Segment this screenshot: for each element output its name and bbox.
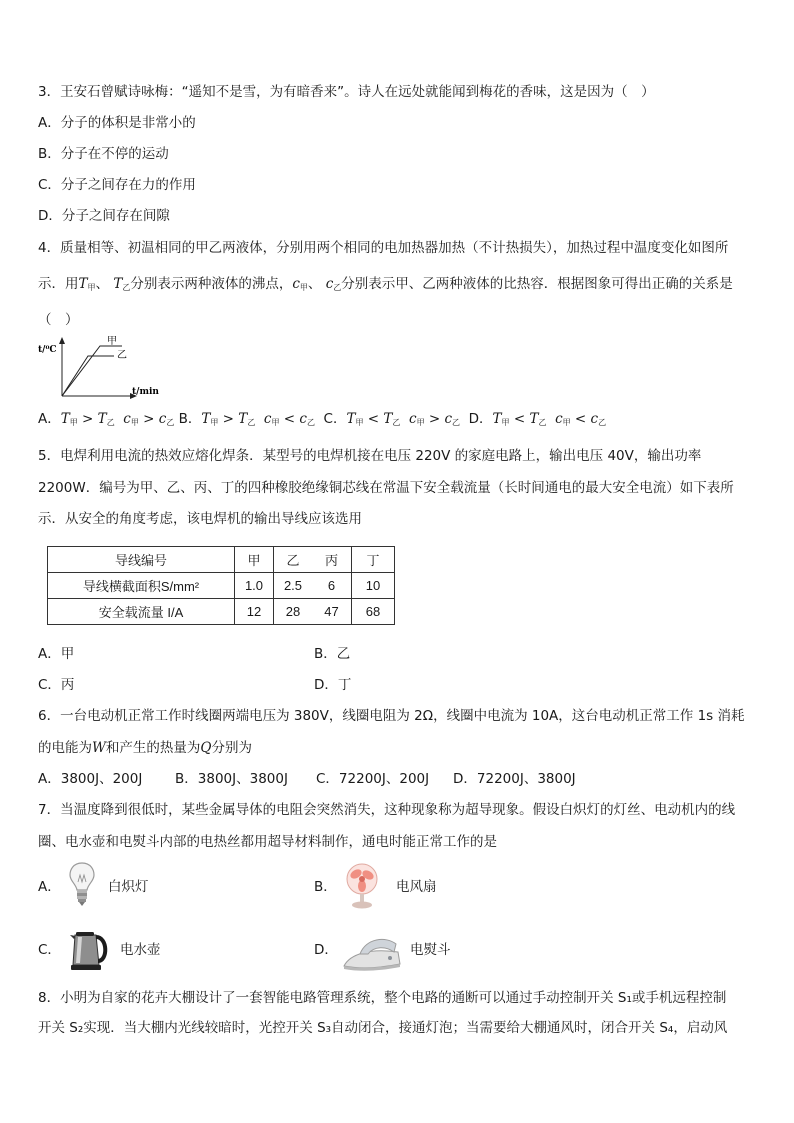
graph-ylabel: t/⁰C bbox=[38, 345, 57, 355]
table-header-row bbox=[48, 547, 395, 573]
table-row bbox=[48, 573, 395, 599]
q3-option-c: C．分子之间存在力的作用 bbox=[38, 177, 196, 193]
q7-option-c-letter: C． bbox=[38, 942, 61, 958]
table-header-cell: 导线编号 bbox=[48, 547, 235, 573]
table-cell: 安全载流量 I/A bbox=[48, 599, 235, 625]
q3-stem: 3．王安石曾赋诗咏梅：“遥知不是雪，为有暗香来”。诗人在远处就能闻到梅花的香味，这是因为（ ） bbox=[38, 84, 655, 100]
q7-option-c-label: 电水壶 bbox=[120, 942, 161, 958]
wire-spec-table bbox=[47, 546, 395, 625]
q6-option-b: B．3800J、3800J bbox=[175, 771, 288, 787]
q5-stem-line3: 示．从安全的角度考虑，该电焊机的输出导线应该选用 bbox=[38, 511, 362, 527]
table-cell: 导线横截面积S/mm² bbox=[48, 573, 235, 599]
light-bulb-icon bbox=[66, 860, 98, 908]
q3-option-b: B．分子在不停的运动 bbox=[38, 146, 169, 162]
table-cell: 6 bbox=[312, 573, 352, 599]
q4-stem-line2: 示．用$T_甲$、 $T_乙$分别表示两种液体的沸点，$c_甲$、 $c_乙$分别表示甲、乙两种液体的比热容．根据图象可得出正确的关系是 bbox=[38, 276, 733, 292]
q6-option-a: A．3800J、200J bbox=[38, 771, 143, 787]
q7-option-b-label: 电风扇 bbox=[396, 879, 437, 895]
electric-iron-icon bbox=[340, 928, 404, 972]
q7-option-d-label: 电熨斗 bbox=[410, 942, 451, 958]
table-header-cell: 丙 bbox=[312, 547, 352, 573]
table-header-cell: 丁 bbox=[352, 547, 395, 573]
table-cell: 10 bbox=[352, 573, 395, 599]
q4-stem-line3: （ ） bbox=[38, 312, 79, 328]
table-cell: 12 bbox=[235, 599, 274, 625]
q6-stem-line1: 6．一台电动机正常工作时线圈两端电压为 380V，线圈电阻为 2Ω，线圈中电流为 10A，这台电动机正常工作 1s 消耗 bbox=[38, 708, 745, 724]
q7-option-a-label: 白炽灯 bbox=[108, 879, 149, 895]
q5-option-d: D．丁 bbox=[314, 677, 352, 693]
q7-stem-line2: 圈、电水壶和电熨斗内部的电热丝都用超导材料制作，通电时能正常工作的是 bbox=[38, 834, 497, 850]
q5-stem-line1: 5．电焊利用电流的热效应熔化焊条．某型号的电焊机接在电压 220V 的家庭电路上，输出电压 40V，输出功率 bbox=[38, 448, 702, 464]
electric-kettle-icon bbox=[66, 927, 112, 973]
electric-fan-icon bbox=[340, 862, 384, 910]
q5-stem-line2: 2200W．编号为甲、乙、丙、丁的四种橡胶绝缘铜芯线在常温下安全载流量（长时间通电的最大安全电流）如下表所 bbox=[38, 480, 734, 496]
graph-y-arrow bbox=[59, 337, 65, 344]
q7-option-b-letter: B． bbox=[314, 879, 337, 895]
q3-option-a: A．分子的体积是非常小的 bbox=[38, 115, 196, 131]
q7-stem-line1: 7．当温度降到很低时，某些金属导体的电阻会突然消失，这种现象称为超导现象。假设白炽灯的灯丝、电动机内的线 bbox=[38, 802, 736, 818]
q5-option-c: C．丙 bbox=[38, 677, 75, 693]
table-header-cell: 乙 bbox=[274, 547, 313, 573]
q4-stem-line1: 4．质量相等、初温相同的甲乙两液体，分别用两个相同的电加热器加热（不计热损失），加热过程中温度变化如图所 bbox=[38, 240, 729, 256]
q8-stem-line1: 8．小明为自家的花卉大棚设计了一套智能电路管理系统，整个电路的通断可以通过手动控制开关 S₁或手机远程控制 bbox=[38, 990, 727, 1006]
table-row bbox=[48, 599, 395, 625]
q3-option-d: D．分子之间存在间隙 bbox=[38, 208, 170, 224]
table-cell: 68 bbox=[352, 599, 395, 625]
q6-stem-line2: 的电能为W和产生的热量为Q分别为 bbox=[38, 740, 252, 756]
graph-label-jia: 甲 bbox=[107, 336, 117, 347]
table-header-cell: 甲 bbox=[235, 547, 274, 573]
q7-option-d-letter: D． bbox=[314, 942, 338, 958]
table-cell: 28 bbox=[274, 599, 313, 625]
table-cell: 2.5 bbox=[274, 573, 313, 599]
q5-option-a: A．甲 bbox=[38, 646, 75, 662]
temperature-time-graph bbox=[38, 336, 168, 402]
graph-series-jia bbox=[62, 346, 122, 396]
table-cell: 1.0 bbox=[235, 573, 274, 599]
q6-option-d: D．72200J、3800J bbox=[453, 771, 576, 787]
q8-stem-line2: 开关 S₂实现．当大棚内光线较暗时，光控开关 S₃自动闭合，接通灯泡；当需要给大棚通风时，闭合开关 S₄，启动风 bbox=[38, 1020, 728, 1036]
q6-option-c: C．72200J、200J bbox=[316, 771, 430, 787]
table-cell: 47 bbox=[312, 599, 352, 625]
q5-option-b: B．乙 bbox=[314, 646, 351, 662]
q4-options: A．$T_甲 > T_乙$ $c_甲 > c_乙$ B．$T_甲 > T_乙$ $c_甲 < c_乙$ C．$T_甲 < T_乙$ $c_甲 > c_乙$ D．$T_甲 < T_乙$ $c_甲 < c_乙$ bbox=[38, 411, 607, 427]
graph-xlabel: t/min bbox=[132, 387, 159, 397]
graph-label-yi: 乙 bbox=[117, 350, 127, 361]
q7-option-a-letter: A． bbox=[38, 879, 61, 895]
